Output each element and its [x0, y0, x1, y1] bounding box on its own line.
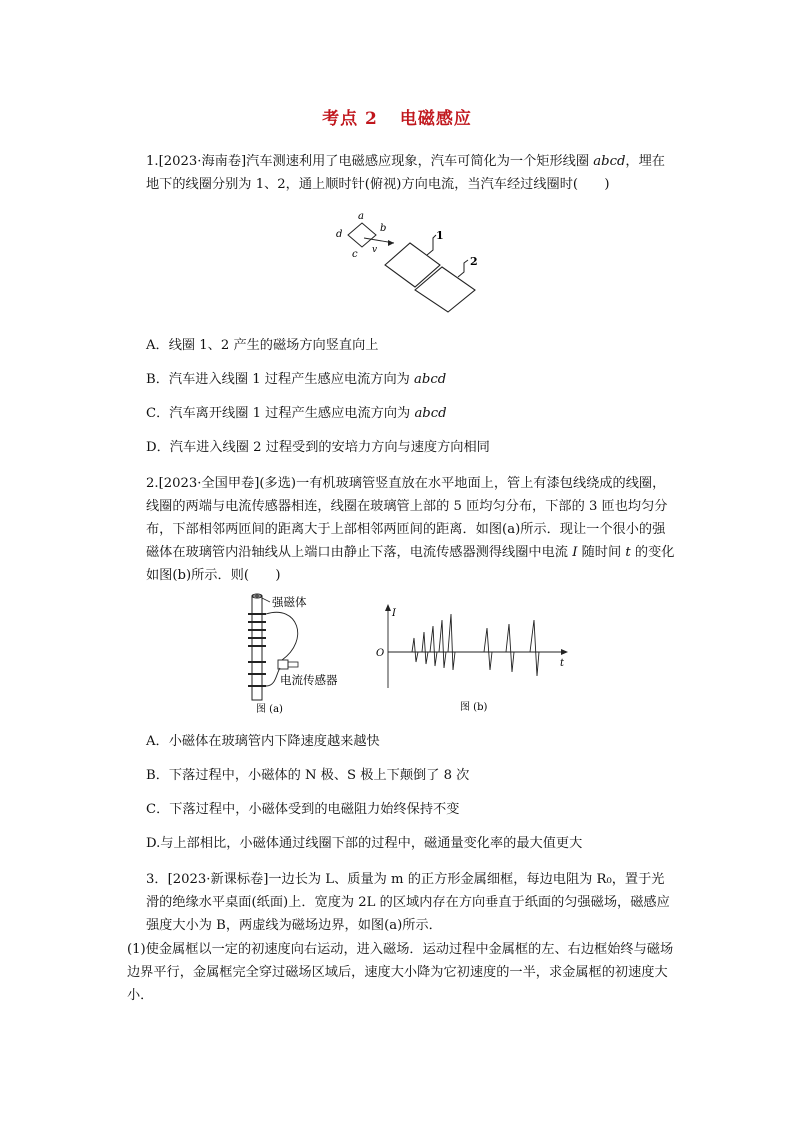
q2-option-d: D.与上部相比，小磁体通过线圈下部的过程中，磁通量变化率的最大值更大: [146, 836, 583, 851]
label-b: b: [380, 223, 387, 234]
fig-b-caption: 图 (b): [460, 702, 488, 713]
q2-option-b: B．下落过程中，小磁体的 N 极、S 极上下颠倒了 8 次: [146, 768, 470, 783]
q2-option-a: A．小磁体在玻璃管内下降速度越来越快: [146, 734, 380, 749]
q2-option-c: C．下落过程中，小磁体受到的电磁阻力始终保持不变: [146, 802, 460, 817]
q2-figure-a: [236, 590, 346, 714]
q1-coil-figure: [330, 205, 500, 315]
page-title: [0, 104, 794, 129]
current-curve: [412, 614, 539, 676]
q2-figure-b: [372, 602, 572, 714]
q2-stem: 2.[2023·全国甲卷](多选)一有机玻璃管竖直放在水平地面上，管上有漆包线绕成的线圈，线圈的两端与电流传感器相连，线圈在玻璃管上部的 5 匝均匀分布，下部的 3 匝也均匀分布，下部相邻两匝间的距离大于上部相邻两匝间的距离．如图(a)所示．现让一个很小的强磁体在玻璃管内沿轴线从上端口由静止下落，电流传感器测得线圈中电流 I 随时间 t 的变化如图(b)所示．则( ): [146, 476, 675, 583]
x-axis-label: t: [560, 658, 565, 669]
magnet-label: 强磁体: [272, 595, 307, 609]
q3-sub1: (1)使金属框以一定的初速度向右运动，进入磁场．运动过程中金属框的左、右边框始终与磁场边界平行，金属框完全穿过磁场区域后，速度大小降为它初速度的一半，求金属框的初速度大小．: [127, 942, 674, 1003]
label-c: c: [352, 249, 358, 260]
label-coil2: 2: [470, 255, 478, 268]
lower-coils: [248, 662, 266, 686]
label-coil1: 1: [436, 229, 444, 242]
q3-stem: 3．[2023·新课标卷]一边长为 L、质量为 m 的正方形金属细框，每边电阻为 R₀，置于光滑的绝缘水平桌面(纸面)上．宽度为 2L 的区域内存在方向垂直于纸面的匀强磁场，磁感应强度大小为 B，两虚线为磁场边界，如图(a)所示．: [146, 872, 670, 933]
q1-option-c: C．汽车离开线圈 1 过程产生感应电流方向为 abcd: [146, 406, 447, 421]
title-main: 电磁感应: [399, 109, 472, 129]
title-prefix: 考点 2: [322, 109, 378, 129]
q1-stem: 1.[2023·海南卷]汽车测速利用了电磁感应现象，汽车可简化为一个矩形线圈 abcd，埋在地下的线圈分别为 1、2，通上顺时针(俯视)方向电流，当汽车经过线圈时( ): [146, 154, 665, 192]
q1-option-b: B．汽车进入线圈 1 过程产生感应电流方向为 abcd: [146, 372, 447, 387]
q1-option-d: D．汽车进入线圈 2 过程受到的安培力方向与速度方向相同: [146, 440, 490, 455]
origin-label: O: [376, 648, 385, 659]
label-d: d: [336, 229, 343, 240]
y-axis-label: I: [392, 608, 396, 619]
q1-option-a: A．线圈 1、2 产生的磁场方向竖直向上: [146, 338, 379, 353]
label-a: a: [358, 211, 364, 222]
sensor-label: 电流传感器: [280, 673, 338, 687]
fig-a-caption: 图 (a): [256, 704, 283, 714]
upper-coils: [248, 614, 266, 646]
label-v: v: [372, 245, 378, 255]
